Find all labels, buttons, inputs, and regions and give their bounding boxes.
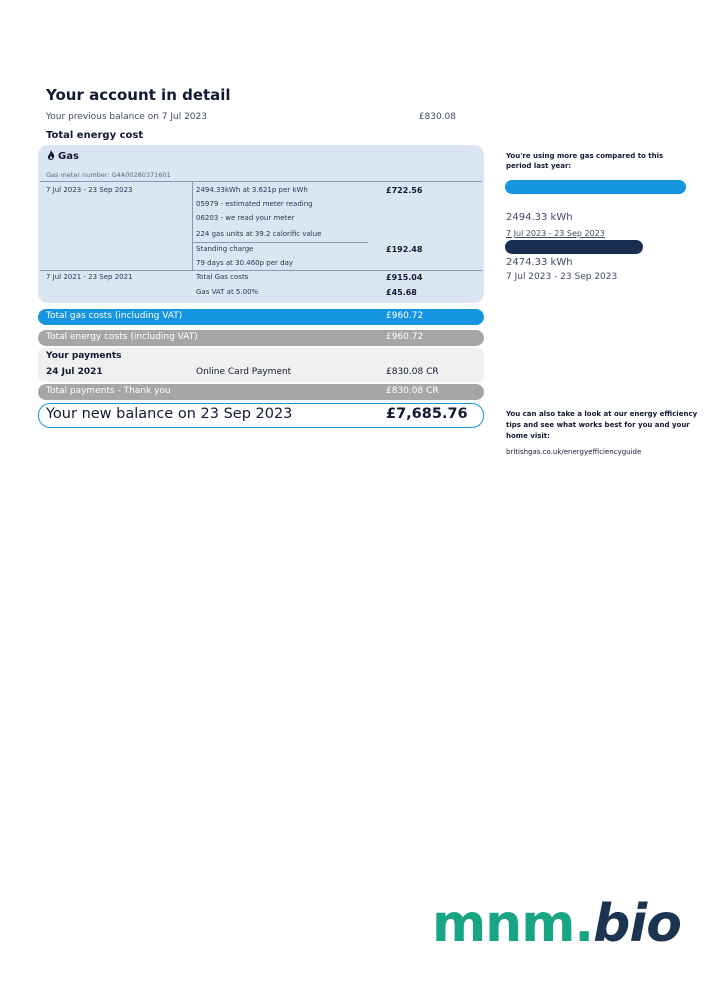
gas-divider <box>40 181 482 182</box>
gas-usage-line: 2494.33kWh at 3.621p per kWh <box>196 186 308 194</box>
standing-charge-amount: £192.48 <box>386 245 423 254</box>
gas-reading-line: 05979 - estimated meter reading <box>196 200 313 208</box>
total-gas-costs-amount: £960.72 <box>386 311 424 321</box>
gas-heading <box>47 150 79 162</box>
logo-part-2: bio <box>593 894 681 954</box>
new-balance-amount: £7,685.76 <box>386 406 468 422</box>
gas-heading-label: Gas <box>58 151 79 162</box>
logo-part-1: mnm. <box>432 894 594 954</box>
page-title: Your account in detail <box>46 86 231 104</box>
efficiency-tips-text: You can also take a look at our energy efficiency tips and see what works best for you and your home visit: <box>506 410 698 440</box>
previous-usage-bar <box>505 240 643 254</box>
total-gas-costs-label: Total gas costs (including VAT) <box>46 311 183 321</box>
previous-balance-label: Your previous balance on 7 Jul 2023 <box>46 112 207 122</box>
gas-table-divider <box>192 182 193 270</box>
gas-units-line: 224 gas units at 39.2 calorific value <box>196 230 322 238</box>
usage-comparison-text: You're using more gas compared to this period last year: <box>506 152 664 170</box>
gas-table-divider <box>40 270 482 271</box>
current-usage-period: 7 Jul 2023 - 23 Sep 2023 <box>506 229 605 238</box>
gas-total-period: 7 Jul 2021 - 23 Sep 2021 <box>46 273 133 281</box>
total-payments-amount: £830.08 CR <box>386 386 439 396</box>
payment-method: Online Card Payment <box>196 367 292 377</box>
efficiency-guide-link[interactable]: britishgas.co.uk/energyefficiencyguide <box>506 448 642 456</box>
new-balance-label: Your new balance on 23 Sep 2023 <box>46 406 293 422</box>
total-gas-costs-bar <box>38 309 484 325</box>
total-energy-costs-bar <box>38 330 484 346</box>
gas-table-divider <box>193 242 368 243</box>
gas-vat-label: Gas VAT at 5.00% <box>196 288 259 296</box>
total-energy-costs-label: Total energy costs (including VAT) <box>46 332 198 342</box>
gas-usage-amount: £722.56 <box>386 186 423 195</box>
gas-period: 7 Jul 2023 - 23 Sep 2023 <box>46 186 133 194</box>
gas-vat-amount: £45.68 <box>386 288 417 297</box>
brand-logo <box>432 894 681 954</box>
previous-balance-row <box>46 112 458 126</box>
flame-icon <box>47 150 55 160</box>
payment-date: 24 Jul 2021 <box>46 367 103 377</box>
gas-meter-number: Gas meter number: G4A00280371601 <box>46 171 171 179</box>
gas-reading-line: 06203 - we read your meter <box>196 214 295 222</box>
payments-heading: Your payments <box>46 351 122 361</box>
energy-cost-heading: Total energy cost <box>46 130 144 141</box>
gas-total-label: Total Gas costs <box>196 273 249 281</box>
current-usage-bar <box>505 180 686 194</box>
standing-charge-detail: 79 days at 30.460p per day <box>196 259 294 267</box>
total-energy-costs-amount: £960.72 <box>386 332 424 342</box>
previous-balance-amount: £830.08 <box>418 112 456 122</box>
total-payments-label: Total payments - Thank you <box>46 386 171 396</box>
previous-usage-kwh: 2474.33 kWh <box>506 257 573 268</box>
payment-amount: £830.08 CR <box>386 367 439 377</box>
current-usage-kwh: 2494.33 kWh <box>506 212 573 223</box>
standing-charge-label: Standing charge <box>196 245 254 253</box>
previous-usage-period: 7 Jul 2023 - 23 Sep 2023 <box>506 272 618 282</box>
total-payments-bar <box>38 384 484 400</box>
gas-total-amount: £915.04 <box>386 273 423 282</box>
